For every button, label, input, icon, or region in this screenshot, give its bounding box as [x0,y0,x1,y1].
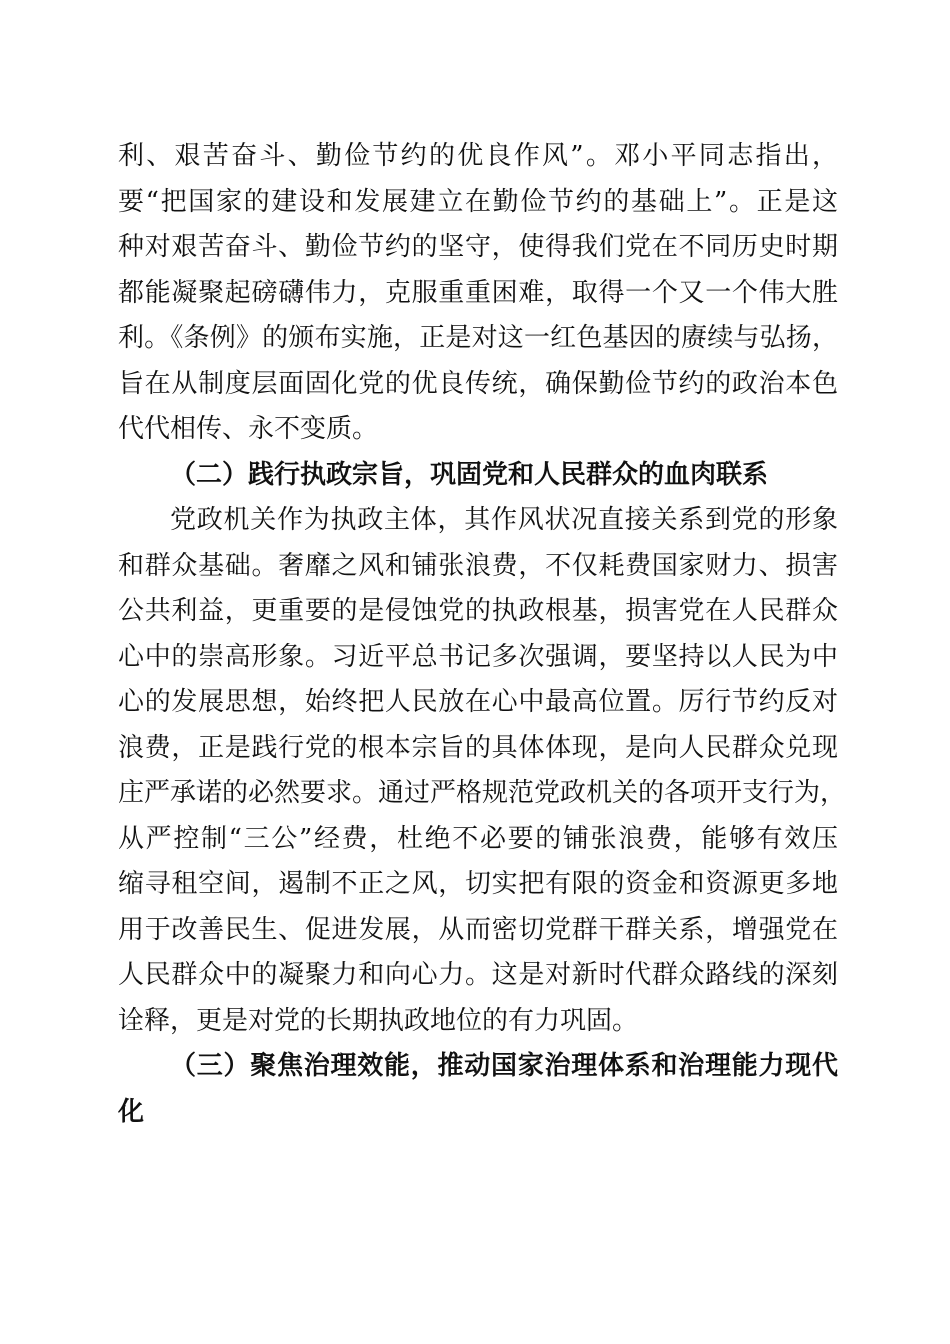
paragraph-line: 旨在从制度层面固化党的优良传统，确保勤俭节约的政治本色 [118,368,838,399]
paragraph-line: 诠释，更是对党的长期执政地位的有力巩固。 [118,1005,639,1036]
paragraph-line: 人民群众中的凝聚力和向心力。这是对新时代群众路线的深刻 [118,960,838,990]
paragraph-line: 庄严承诺的必然要求。通过严格规范党政机关的各项开支行为， [118,778,847,808]
paragraph-line: 浪费，正是践行党的根本宗旨的具体体现，是向人民群众兑现 [118,732,838,763]
paragraph-line: 代代相传、永不变质。 [118,414,379,444]
paragraph-line: 心中的崇高形象。习近平总书记多次强调，要坚持以人民为中 [118,641,838,672]
body-text [118,134,847,1135]
paragraph-line: 缩寻租空间，遏制不正之风，切实把有限的资金和资源更多地 [118,869,838,899]
section-heading: （三）聚焦治理效能，推动国家治理体系和治理能力现代 [170,1051,838,1081]
paragraph-line: 都能凝聚起磅礴伟力，克服重重困难，取得一个又一个伟大胜 [118,277,838,308]
paragraph-line: 公共利益，更重要的是侵蚀党的执政根基，损害党在人民群众 [118,596,838,626]
paragraph-line: 利、艰苦奋斗、勤俭节约的优良作风”。邓小平同志指出， [118,141,838,171]
section-heading: （二）践行执政宗旨，巩固党和人民群众的血肉联系 [170,459,769,490]
paragraph-line: 从严控制“三公”经费，杜绝不必要的铺张浪费，能够有效压 [118,823,838,854]
paragraph-line: 种对艰苦奋斗、勤俭节约的坚守，使得我们党在不同历史时期 [118,232,838,262]
paragraph-line: 心的发展思想，始终把人民放在心中最高位置。厉行节约反对 [118,687,838,717]
section-heading-continued: 化 [118,1096,145,1127]
paragraph-line: 要“把国家的建设和发展建立在勤俭节约的基础上”。正是这 [118,186,838,217]
paragraph-line: 用于改善民生、促进发展，从而密切党群干群关系，增强党在 [118,914,838,945]
paragraph-line: 和群众基础。奢靡之风和铺张浪费，不仅耗费国家财力、损害 [118,550,838,581]
paragraph-line: 党政机关作为执政主体，其作风状况直接关系到党的形象 [170,505,838,535]
paragraph-line: 利。《条例》的颁布实施，正是对这一红色基因的赓续与弘扬， [118,323,838,353]
